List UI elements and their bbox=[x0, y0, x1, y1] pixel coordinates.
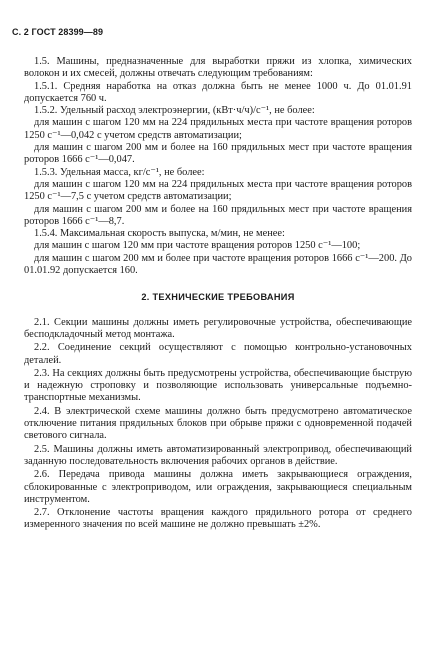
section-1-requirements bbox=[24, 56, 412, 277]
clause-1-5-3: 1.5.3. Удельная масса, кг/с⁻¹, не более: bbox=[34, 166, 205, 178]
clause-2-2: 2.2. Соединение секций осуществляют с помощью контрольно-установочных деталей. bbox=[24, 342, 412, 366]
clause-2-5: 2.5. Машины должны иметь автоматизированный электропривод, обеспечивающий заданную последовательность включения рабочих органов в действие. bbox=[24, 443, 412, 467]
clause-1-5-3-item-200mm: для машин с шагом 200 мм и более на 160 прядильных мест при частоте вращения роторов 1666 с⁻¹—8,7. bbox=[24, 203, 412, 227]
clause-1-5: 1.5. Машины, предназначенные для выработки пряжи из хлопка, химических волокон и их смесей, должны отвечать следующим требованиям: bbox=[24, 56, 412, 80]
clause-1-5-2-item-200mm: для машин с шагом 200 мм и более на 160 прядильных мест при частоте вращения роторов 1666 с⁻¹—0,047. bbox=[24, 142, 412, 166]
clause-1-5-2-item-120mm: для машин с шагом 120 мм на 224 прядильных места при частоте вращения роторов 1250 с⁻¹—0,042 с учетом средств автоматизации; bbox=[24, 117, 412, 141]
clause-1-5-1: 1.5.1. Средняя наработка на отказ должна быть не менее 1000 ч. До 01.01.91 допускается 760 ч. bbox=[24, 80, 412, 104]
clause-1-5-4-item-120mm: для машин с шагом 120 мм при частоте вращения роторов 1250 с⁻¹—100; bbox=[34, 240, 361, 252]
clause-1-5-3-item-120mm: для машин с шагом 120 мм на 224 прядильных места при частоте вращения роторов 1250 с⁻¹—7,5 с учетом средств автоматизации; bbox=[24, 178, 412, 203]
clause-1-5-4: 1.5.4. Максимальная скорость выпуска, м/мин, не менее: bbox=[34, 228, 285, 240]
section-2-technical-requirements bbox=[24, 317, 412, 532]
clause-2-6: 2.6. Передача привода машины должна иметь закрывающиеся ограждения, сблокированные с электроприводом, или ограждения, закрывающиеся специальным инструментом. bbox=[24, 469, 412, 505]
document-body bbox=[24, 56, 412, 533]
section-2-title: 2. ТЕХНИЧЕСКИЕ ТРЕБОВАНИЯ bbox=[141, 292, 295, 303]
clause-2-4: 2.4. В электрической схеме машины должно быть предусмотрено автоматическое отключение питания прядильных блоков при обрыве пряжи с одновременной подачей светового сигнала. bbox=[24, 405, 412, 442]
clause-2-7: 2.7. Отклонение частоты вращения каждого прядильного ротора от среднего измеренного значения по всей машине не должно превышать ±2%. bbox=[24, 507, 412, 531]
clause-2-1: 2.1. Секции машины должны иметь регулировочные устройства, обеспечивающие бесподкладочный метод монтажа. bbox=[24, 316, 412, 340]
clause-1-5-2: 1.5.2. Удельный расход электроэнергии, (кВт·ч/ч)/с⁻¹, не более: bbox=[34, 105, 315, 117]
clause-2-3: 2.3. На секциях должны быть предусмотрены устройства, обеспечивающие быструю и надежную строповку и позволяющие использовать универсальные подъемно-транспортные механизмы. bbox=[24, 367, 412, 404]
page-header: С. 2 ГОСТ 28399—89 bbox=[12, 27, 104, 37]
clause-1-5-4-item-200mm: для машин с шагом 200 мм и более при частоте вращения роторов 1666 с⁻¹—200. До 01.01.92 допускается 160. bbox=[24, 252, 412, 277]
